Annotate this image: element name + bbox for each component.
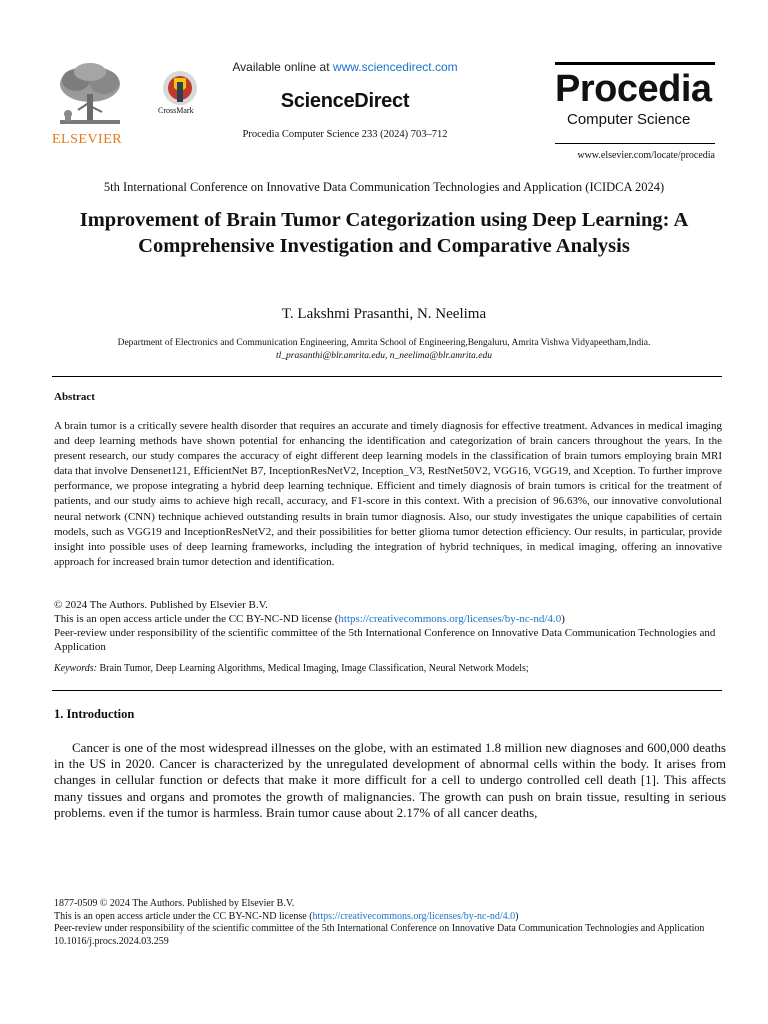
license-close: ) — [561, 613, 565, 625]
footer-license-text: This is an open access article under the CC BY-NC-ND license ( — [54, 910, 313, 922]
introduction-heading: 1. Introduction — [54, 707, 135, 721]
peer-review-line: Peer-review under responsibility of the scientific committee of the 5th International Conference on Innovative Data Communication Technologies and Application — [54, 627, 716, 653]
procedia-subtitle: Computer Science — [567, 111, 691, 128]
keywords — [54, 663, 722, 674]
keywords-label: Keywords: — [54, 663, 97, 674]
footer-issn: 1877-0509 © 2024 The Authors. Published by Elsevier B.V. — [54, 898, 295, 909]
author-emails: tl_prasanthi@blr.amrita.edu, n_neelima@blr.amrita.edu — [276, 351, 492, 361]
conference-name: 5th International Conference on Innovative Data Communication Technologies and Application (ICIDCA 2024) — [103, 180, 665, 194]
page-footer — [54, 898, 726, 948]
keywords-text: Brain Tumor, Deep Learning Algorithms, Medical Imaging, Image Classification, Neural Network Models; — [96, 663, 529, 674]
license-link[interactable]: https://creativecommons.org/licenses/by-nc-nd/4.0 — [338, 613, 562, 625]
journal-header — [200, 60, 490, 140]
footer-peer-review: Peer-review under responsibility of the scientific committee of the 5th International Conference on Innovative Data Communication Technologies and Application — [54, 923, 705, 934]
journal-reference: Procedia Computer Science 233 (2024) 703–712 — [242, 129, 448, 140]
divider-bottom — [52, 690, 722, 691]
footer-license-link[interactable]: https://creativecommons.org/licenses/by-nc-nd/4.0 — [312, 910, 516, 922]
copyright-block — [54, 598, 722, 654]
sciencedirect-logo: ScienceDirect — [280, 90, 410, 112]
crossmark-icon[interactable] — [161, 70, 199, 106]
sciencedirect-link[interactable]: www.sciencedirect.com — [332, 60, 458, 74]
footer-license — [54, 911, 726, 924]
paper-title: Improvement of Brain Tumor Categorization using Deep Learning: A Comprehensive Investigation and Comparative Analysis — [79, 209, 689, 257]
procedia-url[interactable]: www.elsevier.com/locate/procedia — [577, 150, 715, 161]
authors: T. Lakshmi Prasanthi, N. Neelima — [281, 306, 487, 322]
license-line — [54, 612, 722, 626]
divider-top — [52, 376, 722, 377]
available-online-text: Available online at — [232, 60, 333, 74]
procedia-title: Procedia — [555, 68, 712, 110]
affiliation-block — [40, 337, 728, 363]
procedia-logo — [555, 62, 715, 144]
abstract-text: A brain tumor is a critically severe health disorder that requires an accurate and timely diagnosis for effective treatment. Advances in medical imaging and deep learning methods have shown potential for enhancing the identification and categorization of brain cancers throughout the years. In the present research, our study compares the accuracy of eight different deep learning models in the classification of brain tumors employing brain MRI data that involve Densenet121, EfficientNet B7, InceptionResNetV2, Inception_V3, RestNet50V2, VGG16, VGG19, and Xception. To further improve performance, we propose integrating a hybrid deep learning technique. Efficient and timely diagnosis of brain tumors is critical for the treatment of patients, and our study aims to achieve high recall, accuracy, and F1-score in this context. With a precision of 96.63%, our innovative convolutional neural network (CNN) technique achieved outstanding results in brain tumor diagnosis. Also, our study investigates the unique capabilities of certain models, such as VGG19 and InceptionResNetV2, and their possibilities for better glioma tumor detection efficiency. Our results, in particular, provide insight into possible uses of deep learning frameworks, including the integration of hybrid techniques, in medical imaging, offering an innovative approach for increased brain tumor detection and identification. — [54, 420, 722, 568]
abstract-heading: Abstract — [54, 391, 95, 403]
footer-license-close: ) — [515, 910, 519, 922]
affiliation: Department of Electronics and Communication Engineering, Amrita School of Engineering,Bengaluru, Amrita Vishwa Vidyapeetham,India. — [117, 338, 651, 348]
license-text: This is an open access article under the CC BY-NC-ND license ( — [54, 613, 339, 625]
footer-doi[interactable]: 10.1016/j.procs.2024.03.259 — [54, 935, 169, 947]
available-online — [200, 60, 490, 74]
copyright-line: © 2024 The Authors. Published by Elsevier B.V. — [54, 599, 268, 611]
publisher-name: ELSEVIER — [52, 132, 123, 147]
elsevier-tree-logo — [50, 62, 130, 132]
introduction-text: Cancer is one of the most widespread illnesses on the globe, with an estimated 1.8 million new diagnoses and 600,000 deaths in the US in 2020. Cancer is characterized by the unregulated development of abnormal cells within the body. It arises from changes in cellular function or defects that make it more difficult for a cell to undergo controlled cell death [1]. This affects many tissues and organs and promotes the growth of malignancies. The growth can push on brain tissue, resulting in serious problems. even if the tumor is harmless. Brain tumor cause about 2.17% of all cancer deaths, — [54, 740, 726, 820]
crossmark-label: CrossMark — [158, 106, 194, 115]
